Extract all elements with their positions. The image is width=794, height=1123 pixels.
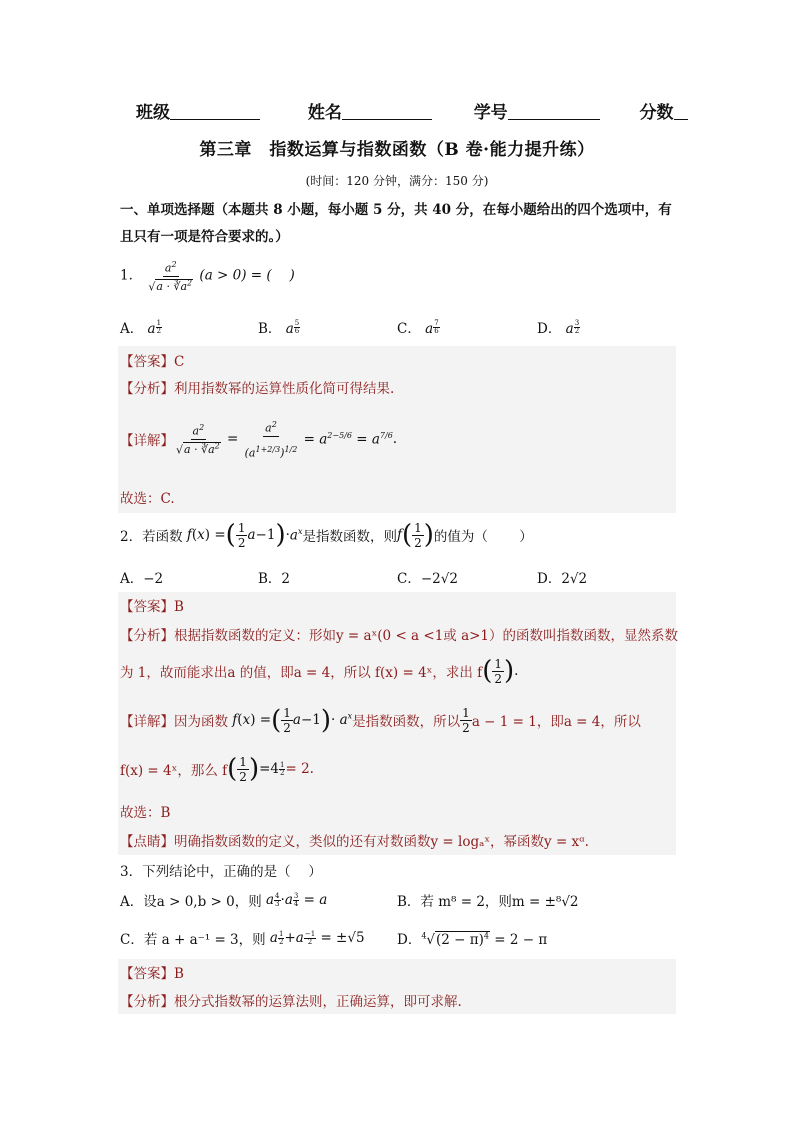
q2-detail-line2: f(x) = 4ˣ，那么 f ( $\frac{1}{2}$ ) =4 $\frac{1}{2}$ = 2. (120, 754, 314, 784)
q2-option-a: A．−2 (120, 571, 164, 587)
q1-tail: (a > 0) = ( ) (199, 267, 295, 284)
class-label: 班级 (136, 103, 170, 123)
q1-option-d: D． a $\frac{3}{2}$ (537, 319, 580, 337)
q2-option-c: C．−2√2 (397, 571, 458, 587)
q2-conclusion: 故选：B (120, 805, 171, 821)
name-label: 姓名 (307, 103, 342, 123)
q2-analysis-line2: 为 1，故而能求出a 的值，即a = 4，所以 f(x) = 4ˣ，求出 f ( $\frac{1}{2}$ ) . (120, 656, 519, 686)
score-label: 分数 (639, 103, 674, 123)
q1-analysis: 【分析】利用指数幂的运算性质化简可得结果. (120, 381, 395, 397)
id-blank (508, 103, 600, 120)
q1-fraction: $\frac{a^2}{√a \cdot ∛a^2}$ (148, 260, 193, 294)
q2-answer: 【答案】B (120, 599, 184, 615)
page-title: 第三章 指数运算与指数函数（B 卷·能力提升练） (199, 140, 595, 160)
id-label: 学号 (473, 103, 508, 123)
question-1-stem (120, 258, 295, 294)
q1-option-c: C． a $\frac{7}{6}$ (397, 319, 439, 337)
q1-option-b: B． a $\frac{5}{6}$ (258, 319, 300, 337)
question-3-stem: 3．下列结论中，正确的是（ ） (120, 864, 322, 880)
q1-answer: 【答案】C (120, 354, 185, 370)
q3-answer: 【答案】B (120, 966, 184, 982)
section-heading: 一、单项选择题（本题共 8 小题，每小题 5 分，共 40 分，在每小题给出的四个选项中，有且只有一项是符合要求的。） (120, 202, 672, 245)
q1-conclusion: 故选：C. (120, 491, 175, 507)
q1-option-a: A． a $\frac{1}{2}$ (120, 319, 162, 337)
q3-option-d: D．$^4√(2 - \pi)^4 = 2 - \pi$ (397, 931, 548, 948)
q2-option-b: B．2 (258, 571, 291, 587)
q2-point: 【点睛】明确指数函数的定义，类似的还有对数函数y = logₐˣ，幂函数y = xᵅ. (120, 834, 589, 850)
q3-analysis: 【分析】根分式指数幂的运算法则，正确运算，即可求解. (120, 994, 462, 1010)
q2-analysis-line1: 【分析】根据指数函数的定义：形如y = aˣ(0 < a <1或 a>1）的函数叫指数函数，显然系数 (120, 628, 679, 644)
header-fields (136, 98, 676, 123)
q3-option-b: B．若 m⁸ = 2，则m = ±⁸√2 (397, 894, 579, 910)
q2-detail-line1: 【详解】 因为函数 f(x) =( $\frac{1}{2}$ $a-1)\cdot a^x$ 是指数函数，所以 $\frac{1}{2}$ a − 1 = 1，即a = 4，所以 (120, 705, 641, 735)
q2-option-d: D．2√2 (537, 571, 588, 587)
time-info: (时间：120 分钟，满分：150 分) (305, 174, 489, 188)
name-blank (342, 103, 432, 120)
q3-option-a: A．设a > 0,b > 0，则 a 4 3 · a $\frac{3}{4}$ = a (120, 891, 328, 910)
question-2-stem: 2．若函数 f ( x ) = ( $\frac{1}{2}$ a −1 ) · $a^x$ 是指数函数，则 f ( $\frac{1}{2}$ ) 的值为（ ） (120, 520, 533, 550)
q3-option-c: C．若 a + a⁻¹ = 3，则 a 1 2 + a $\frac{-1}{2}$ = ±√5 (120, 929, 365, 948)
class-blank (170, 103, 260, 120)
q1-detail: 【详解】 $\frac{a^2}{√a \cdot ∛a^2}$ = $\frac{a^2}{(a^{1+2/3})^{1/2}}$ = $a^{2-5/6} = a^{7/6}$ . (120, 419, 398, 460)
score-blank (674, 103, 688, 120)
q1-number: 1． (120, 267, 143, 284)
